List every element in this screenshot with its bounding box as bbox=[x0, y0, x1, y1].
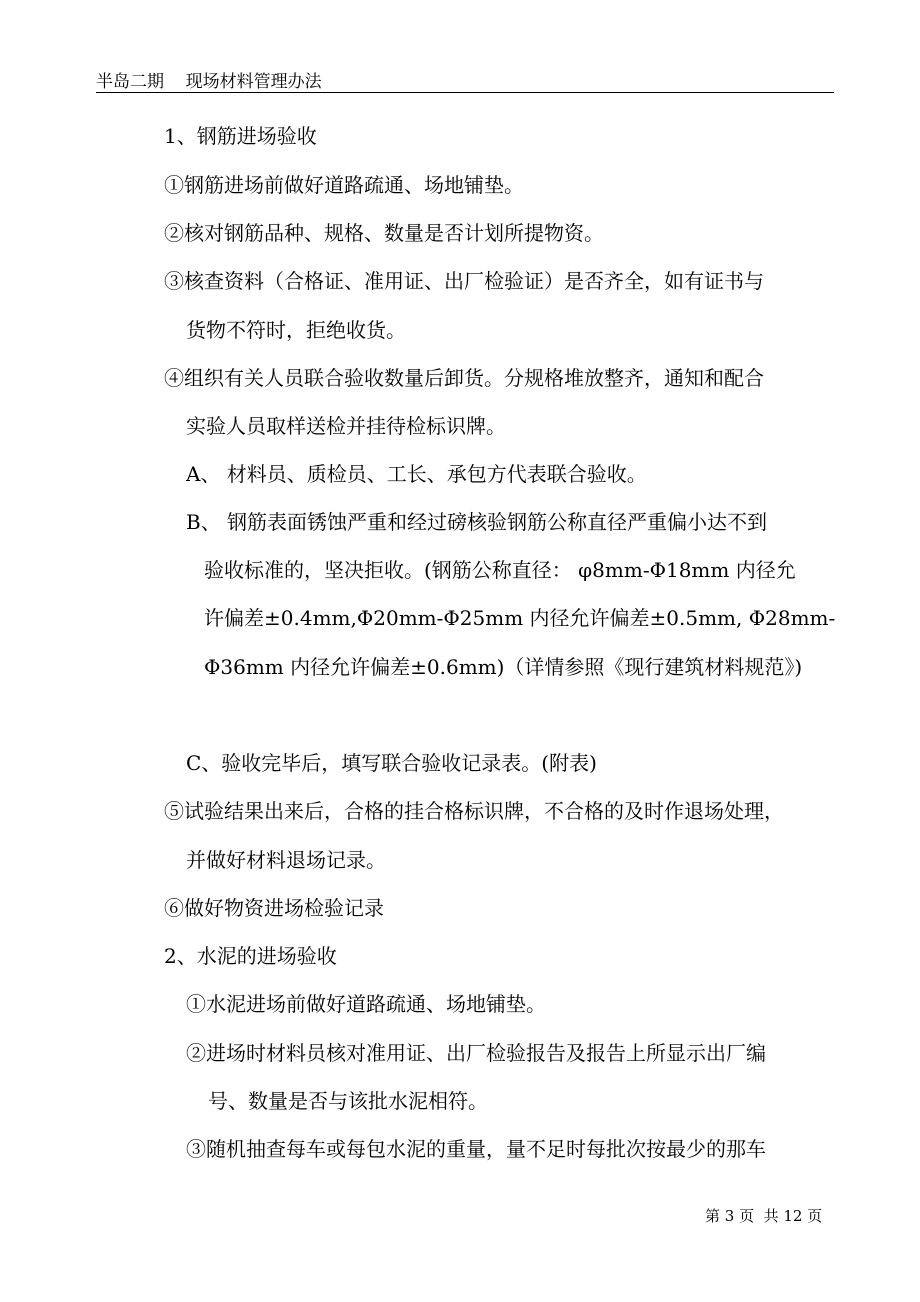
sub-item-b-cont-1: 验收标准的，坚决拒收。(钢筋公称直径： φ8mm-Φ18mm 内径允 bbox=[204, 558, 796, 582]
item-1-4: ④组织有关人员联合验收数量后卸货。分规格堆放整齐，通知和配合 bbox=[164, 366, 764, 390]
item-1-5-cont: 并做好材料退场记录。 bbox=[186, 848, 386, 872]
sub-item-b: B、 钢筋表面锈蚀严重和经过磅核验钢筋公称直径严重偏小达不到 bbox=[186, 510, 768, 534]
item-2-1: ①水泥进场前做好道路疏通、场地铺垫。 bbox=[186, 992, 546, 1016]
section-1-heading: 1、钢筋进场验收 bbox=[164, 124, 317, 148]
item-1-5: ⑤试验结果出来后，合格的挂合格标识牌，不合格的及时作退场处理， bbox=[164, 799, 784, 823]
item-1-3-cont: 货物不符时，拒绝收货。 bbox=[186, 318, 406, 342]
sub-item-a: A、 材料员、质检员、工长、承包方代表联合验收。 bbox=[186, 462, 647, 486]
sub-item-b-cont-3: Φ36mm 内径允许偏差±0.6mm)（详情参照《现行建筑材料规范》) bbox=[204, 655, 803, 679]
section-2-heading: 2、水泥的进场验收 bbox=[164, 944, 337, 968]
item-1-4-cont: 实验人员取样送检并挂待检标识牌。 bbox=[186, 414, 506, 438]
page-header bbox=[96, 66, 834, 93]
item-1-2: ②核对钢筋品种、规格、数量是否计划所提物资。 bbox=[164, 221, 604, 245]
item-2-3: ③随机抽查每车或每包水泥的重量，量不足时每批次按最少的那车 bbox=[186, 1137, 766, 1161]
sub-item-c: C、验收完毕后，填写联合验收记录表。(附表) bbox=[186, 751, 597, 775]
item-2-2-cont: 号、数量是否与该批水泥相符。 bbox=[208, 1089, 488, 1113]
item-1-3: ③核查资料（合格证、准用证、出厂检验证）是否齐全，如有证书与 bbox=[164, 269, 764, 293]
page-number: 第 3 页 共 12 页 bbox=[705, 1207, 823, 1225]
item-2-2: ②进场时材料员核对准用证、出厂检验报告及报告上所显示出厂编 bbox=[186, 1041, 766, 1065]
item-1-1: ①钢筋进场前做好道路疏通、场地铺垫。 bbox=[164, 173, 524, 197]
sub-item-b-cont-2: 许偏差±0.4mm,Φ20mm-Φ25mm 内径允许偏差±0.5mm, Φ28mm- bbox=[204, 606, 836, 630]
item-1-6: ⑥做好物资进场检验记录 bbox=[164, 896, 384, 920]
header-title: 半岛二期 现场材料管理办法 bbox=[96, 72, 322, 92]
